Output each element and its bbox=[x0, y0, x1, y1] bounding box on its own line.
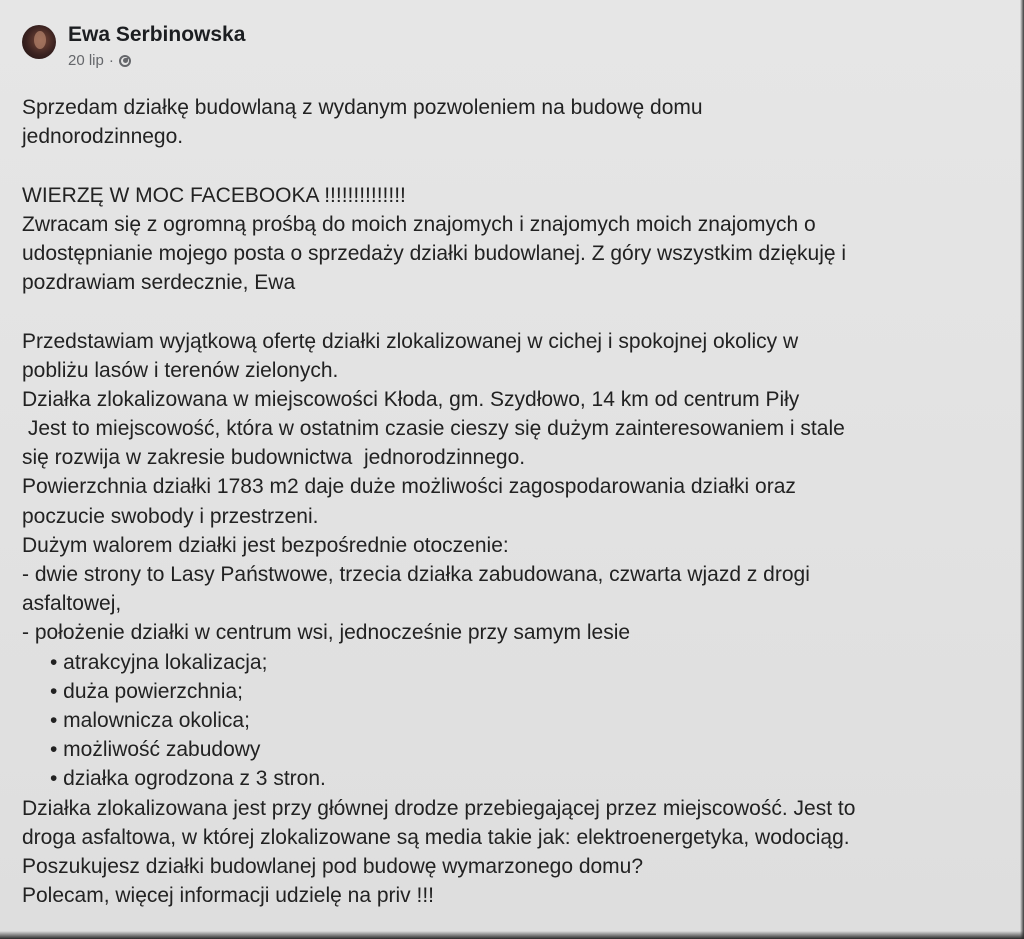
paragraph-gap bbox=[22, 297, 1012, 326]
bullet-item: • możliwość zabudowy bbox=[50, 738, 261, 762]
post-line: pobliżu lasów i terenów zielonych. bbox=[22, 358, 339, 382]
post-line: Sprzedam działkę budowlaną z wydanym pozwoleniem na budowę domu bbox=[22, 96, 703, 119]
post-body bbox=[22, 93, 1012, 910]
paragraph-gap bbox=[22, 151, 1012, 180]
post-line: WIERZĘ W MOC FACEBOOKA !!!!!!!!!!!!!! bbox=[22, 183, 406, 207]
post-line: Przedstawiam wyjątkową ofertę działki zlokalizowanej w cichej i spokojnej okolicy w bbox=[22, 329, 799, 353]
post-header bbox=[22, 22, 1012, 84]
post-line: poczucie swobody i przestrzeni. bbox=[22, 504, 319, 528]
post-line: Powierzchnia działki 1783 m2 daje duże możliwości zagospodarowania działki oraz bbox=[22, 475, 796, 499]
bullet-item: • duża powierzchnia; bbox=[50, 679, 243, 703]
post-line: Dużym walorem działki jest bezpośrednie otoczenie: bbox=[22, 533, 509, 557]
post-line: - położenie działki w centrum wsi, jednocześnie przy samym lesie bbox=[22, 621, 631, 645]
facebook-post bbox=[22, 22, 1012, 910]
post-line: - dwie strony to Lasy Państwowe, trzecia działka zabudowana, czwarta wjazd z drogi bbox=[22, 563, 810, 586]
post-line: się rozwija w zakresie budownictwa jednorodzinnego. bbox=[22, 446, 526, 470]
post-subline bbox=[68, 52, 245, 69]
post-line: Zwracam się z ogromną prośbą do moich znajomych i znajomych moich znajomych o bbox=[22, 212, 816, 236]
separator-dot: · bbox=[108, 52, 114, 69]
post-line: Polecam, więcej informacji udzielę na priv !!! bbox=[22, 884, 435, 908]
bullet-item: • atrakcyjna lokalizacja; bbox=[50, 650, 268, 674]
post-line: Działka zlokalizowana jest przy głównej drodze przebiegającej przez miejscowość. Jest to bbox=[22, 796, 856, 820]
post-line: Jest to miejscowość, która w ostatnim czasie cieszy się dużym zainteresowaniem i stale bbox=[22, 417, 845, 441]
post-line: droga asfaltowa, w której zlokalizowane są media takie jak: elektroenergetyka, wodociąg. bbox=[22, 825, 850, 849]
post-line: asfaltowej, bbox=[22, 592, 122, 616]
globe-icon[interactable] bbox=[119, 55, 131, 67]
post-meta bbox=[68, 22, 245, 69]
post-line: pozdrawiam serdecznie, Ewa bbox=[22, 271, 296, 295]
bullet-item: • działka ogrodzona z 3 stron. bbox=[50, 767, 326, 791]
monitor-bezel-right bbox=[1020, 0, 1024, 939]
monitor-bezel-bottom bbox=[0, 931, 1024, 939]
post-line: Działka zlokalizowana w miejscowości Kłoda, gm. Szydłowo, 14 km od centrum Piły bbox=[22, 387, 800, 411]
avatar[interactable] bbox=[22, 25, 56, 59]
post-line: Poszukujesz działki budowlanej pod budowę wymarzonego domu? bbox=[22, 854, 644, 878]
post-line: jednorodzinnego. bbox=[22, 125, 184, 149]
post-line: udostępnianie mojego posta o sprzedaży działki budowlanej. Z góry wszystkim dziękuję i bbox=[22, 241, 847, 265]
author-name[interactable]: Ewa Serbinowska bbox=[68, 23, 246, 46]
bullet-item: • malownicza okolica; bbox=[50, 708, 250, 732]
post-date[interactable]: 20 lip bbox=[68, 52, 104, 69]
